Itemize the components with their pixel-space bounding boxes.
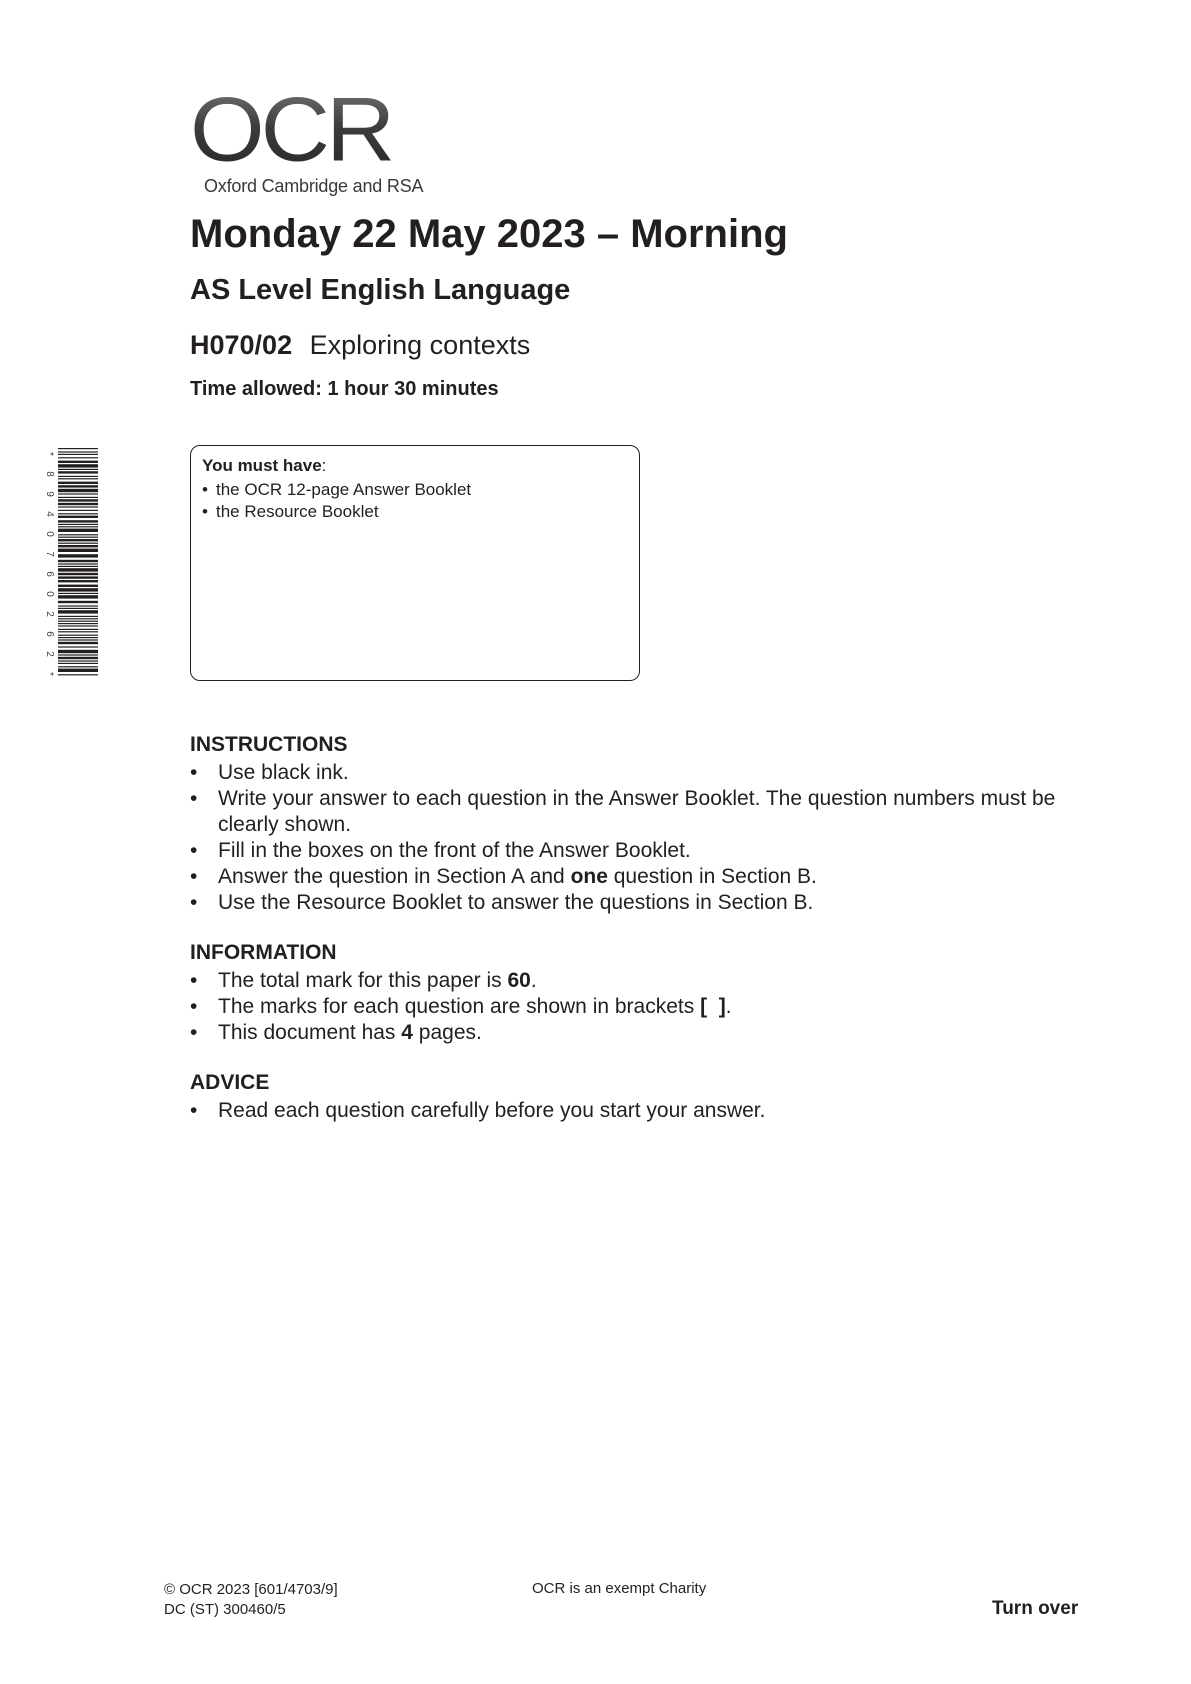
- barcode-bar: [58, 580, 98, 582]
- barcode-bar: [58, 650, 98, 653]
- list-item: [190, 1020, 1090, 1046]
- barcode-bar: [58, 513, 98, 514]
- barcode-bar: [58, 608, 98, 609]
- barcode-digit: 2: [44, 651, 55, 657]
- barcode-digit: 8: [44, 471, 55, 477]
- must-have-item: [202, 501, 628, 523]
- bullet: •: [190, 969, 198, 992]
- barcode-bar: [58, 469, 98, 470]
- list-item: [190, 994, 1090, 1020]
- barcode-bar: [58, 516, 98, 518]
- must-have-item-text: the Resource Booklet: [216, 502, 379, 521]
- instruction-text: Write your answer to each question in the Answer Booklet. The question numbers must be clearly shown.: [218, 787, 1056, 836]
- list-item: [190, 890, 1090, 916]
- barcode-bar: [58, 666, 98, 667]
- list-item: [190, 760, 1090, 786]
- barcode-digit: 9: [44, 491, 55, 497]
- barcode-bar: [58, 566, 98, 567]
- must-have-heading: You must have:: [202, 456, 327, 475]
- barcode-bar: [58, 510, 98, 511]
- bullet: •: [202, 480, 208, 499]
- instruction-text: Use the Resource Booklet to answer the questions in Section B.: [218, 891, 814, 914]
- list-item: [190, 838, 1090, 864]
- bullet: •: [190, 761, 198, 784]
- barcode-bar: [58, 554, 98, 557]
- information-section: [190, 940, 1090, 1046]
- barcode-digit: 0: [44, 591, 55, 597]
- time-allowed: Time allowed: 1 hour 30 minutes: [190, 378, 499, 400]
- logo-mark: OCR: [190, 78, 392, 181]
- barcode-bar: [58, 471, 98, 473]
- list-item: [190, 1098, 1090, 1124]
- bullet: •: [190, 995, 198, 1018]
- barcode-bar: [58, 635, 98, 636]
- barcode-bar: [58, 560, 98, 562]
- copyright: © OCR 2023 [601/4703/9]: [164, 1581, 338, 1598]
- barcode-bar: [58, 457, 98, 458]
- charity-notice: OCR is an exempt Charity: [532, 1580, 707, 1597]
- barcode-bar: [58, 464, 98, 467]
- logo-subtitle: Oxford Cambridge and RSA: [204, 176, 424, 196]
- barcode-bar: [58, 539, 98, 541]
- barcode-bar: [58, 461, 98, 463]
- turn-over: Turn over: [992, 1598, 1079, 1619]
- bullet: •: [190, 891, 198, 914]
- barcode-bar: [58, 534, 98, 535]
- advice-text: Read each question carefully before you start your answer.: [218, 1099, 766, 1122]
- barcode-digit: 6: [44, 571, 55, 577]
- information-list: [190, 968, 1090, 1046]
- list-item: [190, 968, 1090, 994]
- must-have-box: [190, 445, 640, 681]
- bullet: •: [190, 865, 198, 888]
- paper-title: Exploring contexts: [309, 330, 531, 360]
- bullet: •: [190, 787, 198, 810]
- barcode-bar: [58, 618, 98, 619]
- barcode-bar: [58, 448, 98, 449]
- barcode-bar: [58, 482, 98, 484]
- exam-code: H070/02: [190, 330, 293, 360]
- advice-section: [190, 1070, 1090, 1124]
- barcode-bar: [58, 588, 98, 591]
- barcode-bar: [58, 476, 98, 477]
- barcode-bar: [58, 485, 98, 487]
- barcode-bar: [58, 568, 98, 571]
- barcode-bar: [58, 529, 98, 532]
- barcode-bar: [58, 545, 98, 547]
- barcode-bar: [58, 503, 98, 505]
- barcode-bar: [58, 621, 98, 622]
- ocr-logo: [190, 78, 424, 196]
- barcode-bar: [58, 478, 98, 479]
- barcode-bar: [58, 601, 98, 603]
- barcode-bar: [58, 497, 98, 498]
- barcode-bar: [58, 549, 98, 552]
- document-ref: DC (ST) 300460/5: [164, 1601, 286, 1618]
- advice-heading: ADVICE: [190, 1071, 270, 1094]
- bullet: •: [190, 1021, 198, 1044]
- barcode-bar: [58, 660, 98, 661]
- barcode-bar: [58, 454, 98, 455]
- barcode-bar: [58, 537, 98, 538]
- instruction-text: Use black ink.: [218, 761, 349, 784]
- barcode-digit: 4: [44, 511, 55, 517]
- barcode-bar: [58, 639, 98, 640]
- information-text: The total mark for this paper is 60.: [218, 969, 537, 992]
- barcode-bar: [58, 595, 98, 598]
- barcode-bar: [58, 526, 98, 527]
- barcode-bar: [58, 573, 98, 575]
- barcode-bar: [58, 605, 98, 606]
- footer-left: [164, 1580, 338, 1620]
- barcode-bar: [58, 623, 98, 624]
- barcode-bar: [58, 451, 98, 452]
- barcode-bar: [58, 593, 98, 594]
- barcode-bar: [58, 629, 98, 630]
- barcode-bar: [58, 663, 98, 664]
- must-have-item: [202, 479, 628, 501]
- exam-date: Monday 22 May 2023 – Morning: [190, 212, 788, 256]
- barcode-digit: *: [44, 672, 55, 676]
- barcode-digit: 7: [44, 551, 55, 557]
- bullet: •: [202, 502, 208, 521]
- barcode-bar: [58, 585, 98, 587]
- barcode-digits: [44, 448, 54, 680]
- barcode-bar: [58, 506, 98, 507]
- barcode-bar: [58, 642, 98, 644]
- bullet: •: [190, 839, 198, 862]
- barcode-bar: [58, 669, 98, 672]
- barcode-bar: [58, 646, 98, 647]
- barcode-bar: [58, 625, 98, 626]
- instructions-heading: INSTRUCTIONS: [190, 733, 348, 756]
- list-item: [190, 786, 1090, 838]
- instruction-text: Answer the question in Section A and one question in Section B.: [218, 865, 817, 888]
- barcode-bar: [58, 563, 98, 564]
- instructions-section: [190, 732, 1090, 916]
- information-heading: INFORMATION: [190, 941, 337, 964]
- advice-list: [190, 1098, 1090, 1124]
- barcode-digit: *: [44, 452, 55, 456]
- information-text: This document has 4 pages.: [218, 1021, 482, 1044]
- barcode-bar: [58, 493, 98, 494]
- barcode-digit: 0: [44, 531, 55, 537]
- barcode-digit: 6: [44, 631, 55, 637]
- must-have-item-text: the OCR 12-page Answer Booklet: [216, 480, 472, 499]
- barcode-bar: [58, 654, 98, 655]
- barcode-bar: [58, 657, 98, 659]
- instruction-text: Fill in the boxes on the front of the Answer Booklet.: [218, 839, 691, 862]
- barcode: [44, 448, 98, 680]
- barcode-bars-icon: [58, 448, 98, 680]
- barcode-bar: [58, 637, 98, 638]
- barcode-bar: [58, 499, 98, 501]
- barcode-bar: [58, 576, 98, 578]
- barcode-bar: [58, 520, 98, 522]
- barcode-bar: [58, 631, 98, 632]
- exam-subject: AS Level English Language: [190, 274, 571, 306]
- list-item: [190, 864, 1090, 890]
- bullet: •: [190, 1099, 198, 1122]
- barcode-bar: [58, 610, 98, 613]
- barcode-bar: [58, 616, 98, 617]
- barcode-bar: [58, 524, 98, 525]
- barcode-bar: [58, 543, 98, 544]
- barcode-digit: 2: [44, 611, 55, 617]
- barcode-bar: [58, 489, 98, 492]
- instructions-list: [190, 760, 1090, 916]
- information-text: The marks for each question are shown in brackets [ ].: [218, 995, 732, 1018]
- exam-code-line: [190, 330, 530, 361]
- barcode-bar: [58, 674, 98, 675]
